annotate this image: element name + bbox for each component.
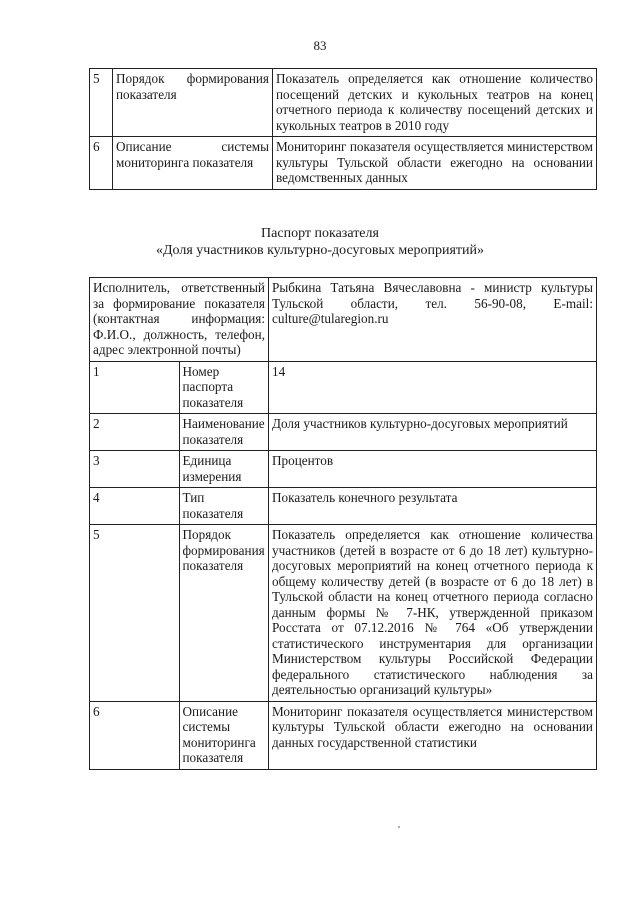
row-value: Мониторинг показателя осуществляется министерством культуры Тульской области ежегодно на основании ведомственных данных	[273, 137, 597, 190]
row-label: Единица измерения	[179, 451, 269, 488]
row-number: 3	[90, 451, 180, 488]
row-number: 2	[90, 414, 180, 451]
executor-label: Исполнитель, ответственный за формирование показателя (контактная информация: Ф.И.О., должность, телефон, адрес электронной почты)	[90, 278, 269, 362]
executor-value: Рыбкина Татьяна Вячеславовна - министр культуры Тульской области, тел. 56-90-08, E-mail: culture@tularegion.ru	[269, 278, 597, 362]
row-value: Мониторинг показателя осуществляется министерством культуры Тульской области ежегодно на основании данных государственной статистики	[269, 701, 597, 769]
row-number: 6	[90, 137, 113, 190]
row-label: Тип показателя	[179, 488, 269, 525]
table-row	[90, 414, 597, 451]
row-number: 6	[90, 701, 180, 769]
row-label: Порядок формирования показателя	[179, 525, 269, 702]
table-row	[90, 701, 597, 769]
table-row	[90, 69, 597, 137]
row-number: 5	[90, 69, 113, 137]
row-label: Описание системы мониторинга показателя	[179, 701, 269, 769]
passport-heading: Паспорт показателя	[261, 226, 379, 241]
table-row	[90, 361, 597, 414]
passport-table	[89, 277, 597, 770]
page-number: 83	[313, 38, 327, 53]
row-label: Наименование показателя	[179, 414, 269, 451]
table-row	[90, 451, 597, 488]
row-value: Показатель конечного результата	[269, 488, 597, 525]
table-row-header	[90, 278, 597, 362]
table-row	[90, 137, 597, 190]
row-label: Порядок формирования показателя	[113, 69, 273, 137]
row-number: 5	[90, 525, 180, 702]
indicator-table-continued	[89, 68, 597, 190]
table-row	[90, 488, 597, 525]
row-label: Описание системы мониторинга показателя	[113, 137, 273, 190]
row-value: Показатель определяется как отношение количество посещений детских и кукольных театров на конец отчетного периода к количеству посещений детских и кукольных театров в 2010 году	[273, 69, 597, 137]
row-value: Показатель определяется как отношение количества участников (детей в возрасте от 6 до 18 лет) культурно-досуговых мероприятий на конец отчетного периода к общему количеству детей (в возрасте от 6 до 18 лет) в Тульской области на конец отчетного периода согласно данным формы № 7-НК, утвержденной приказом Росстата от 07.12.2016 № 764 «Об утверждении статистического инструментария для организации Министерством культуры Российской Федерации федерального статистического наблюдения за деятельностью организаций культуры»	[269, 525, 597, 702]
row-number: 1	[90, 361, 180, 414]
row-value: Процентов	[269, 451, 597, 488]
passport-title	[0, 225, 640, 259]
table-row	[90, 525, 597, 702]
row-number: 4	[90, 488, 180, 525]
scan-speck	[398, 826, 400, 828]
row-value: Доля участников культурно-досуговых мероприятий	[269, 414, 597, 451]
row-label: Номер паспорта показателя	[179, 361, 269, 414]
passport-indicator-name: «Доля участников культурно-досуговых мероприятий»	[156, 243, 484, 258]
row-value: 14	[269, 361, 597, 414]
